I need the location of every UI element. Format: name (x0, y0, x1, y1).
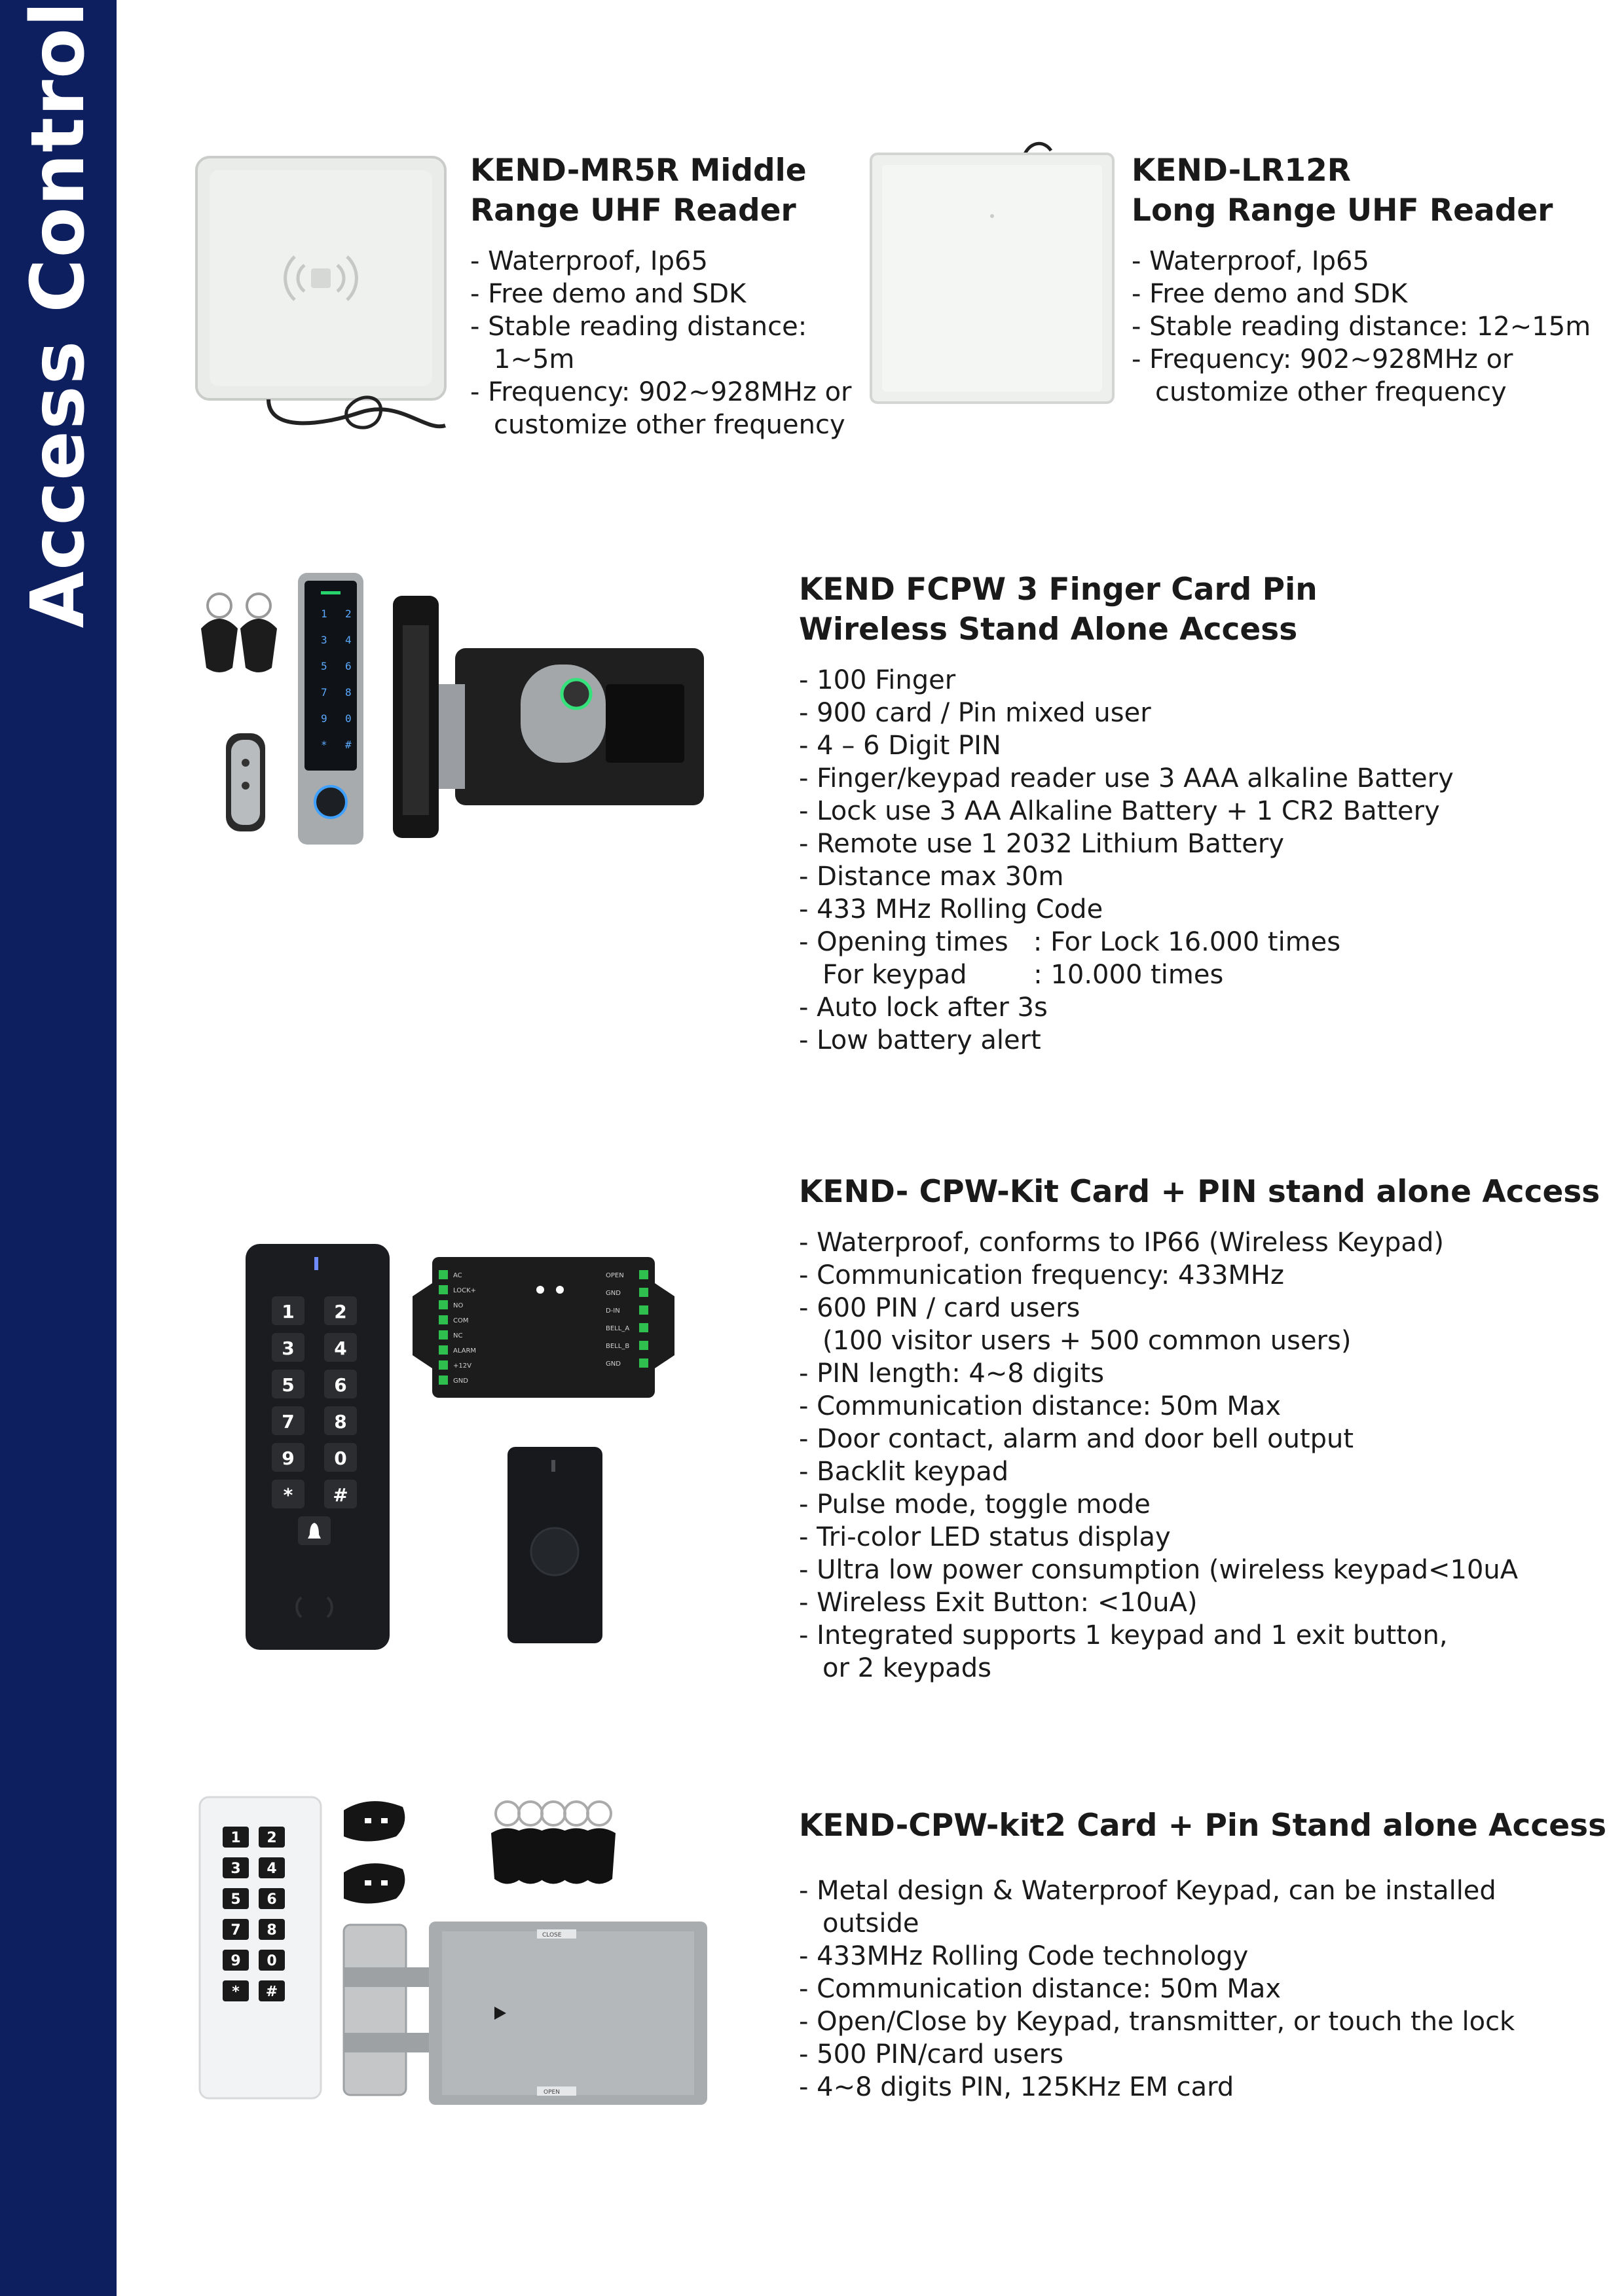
key-label: # (265, 1984, 278, 2000)
spec-item: - Integrated supports 1 keypad and 1 exit button, (799, 1620, 1448, 1650)
key-label: # (345, 738, 352, 751)
terminal-label: BELL_A (606, 1325, 630, 1332)
key-label: 6 (345, 660, 352, 672)
spec-item: - Open/Close by Keypad, transmitter, or touch the lock (799, 2007, 1515, 2037)
middle-range-uhf-reader-image (190, 151, 465, 445)
key-label: 8 (267, 1922, 277, 1939)
spec-item: - Remote use 1 2032 Lithium Battery (799, 829, 1285, 859)
spec-item: - 433 MHz Rolling Code (799, 894, 1103, 924)
spec-list (1132, 245, 1590, 409)
spec-item: - Waterproof, Ip65 (470, 246, 708, 276)
spec-item: - PIN length: 4~8 digits (799, 1358, 1105, 1389)
spec-item: - 600 PIN / card users (799, 1293, 1080, 1323)
product-title (470, 151, 863, 230)
title-line: Range UHF Reader (470, 192, 796, 228)
sidebar-title: Access Control (16, 0, 101, 629)
spec-list (799, 1874, 1611, 2104)
spec-item: customize other frequency (1155, 377, 1507, 407)
key-label: 7 (231, 1922, 241, 1939)
key-label: 1 (231, 1830, 241, 1846)
spec-item: - Free demo and SDK (470, 279, 747, 309)
lock-open-label: OPEN (544, 2089, 560, 2096)
sidebar (0, 0, 117, 2296)
spec-item: - Pulse mode, toggle mode (799, 1489, 1151, 1520)
title-line: KEND-LR12R (1132, 153, 1351, 189)
key-label: 7 (321, 686, 327, 699)
terminal-label: BELL_B (606, 1343, 630, 1350)
spec-item: - Distance max 30m (799, 862, 1064, 892)
terminal-label: GND (606, 1290, 621, 1297)
spec-item: - Auto lock after 3s (799, 993, 1048, 1023)
key-label: 2 (334, 1301, 347, 1322)
spec-item: - Stable reading distance: (470, 312, 807, 342)
terminal-label: OPEN (606, 1272, 624, 1279)
product-title (799, 1172, 1611, 1212)
spec-item: 1~5m (494, 344, 575, 374)
terminal-label: ALARM (453, 1347, 477, 1355)
key-label: 1 (321, 608, 327, 620)
spec-item: - Frequency: 902~928MHz or (470, 377, 852, 407)
key-label: 4 (267, 1861, 277, 1877)
key-label: 9 (321, 712, 327, 725)
spec-item: outside (822, 1908, 919, 1939)
title-line: KEND- CPW-Kit Card + PIN stand alone Access (799, 1174, 1600, 1210)
card-pin-kit2-image (193, 1784, 717, 2111)
spec-item: - 100 Finger (799, 665, 956, 695)
spec-item: - 433MHz Rolling Code technology (799, 1941, 1249, 1971)
finger-card-pin-kit-image (193, 566, 730, 854)
spec-item: - Wireless Exit Button: <10uA) (799, 1588, 1198, 1618)
title-line: Wireless Stand Alone Access (799, 611, 1298, 647)
key-label: 0 (345, 712, 352, 725)
key-label: 3 (282, 1338, 295, 1359)
spec-item: - Tri-color LED status display (799, 1522, 1171, 1552)
terminal-label: D-IN (606, 1307, 620, 1315)
title-line: KEND-MR5R Middle (470, 153, 807, 189)
spec-item: - Frequency: 902~928MHz or (1132, 344, 1513, 374)
spec-item: - 4~8 digits PIN, 125KHz EM card (799, 2072, 1234, 2102)
terminal-label: NO (453, 1302, 464, 1309)
key-label: 3 (231, 1861, 241, 1877)
terminal-label: GND (606, 1360, 621, 1368)
terminal-label: NC (453, 1332, 463, 1339)
product-mr5r (470, 151, 863, 441)
product-cpw-kit2 (799, 1806, 1611, 2104)
spec-item: - Ultra low power consumption (wireless keypad<10uA (799, 1555, 1519, 1585)
spec-item: - Lock use 3 AA Alkaline Battery + 1 CR2 Battery (799, 796, 1440, 826)
title-line: KEND-CPW-kit2 Card + Pin Stand alone Access (799, 1808, 1607, 1844)
key-label: 2 (345, 608, 352, 620)
product-cpw-kit (799, 1172, 1611, 1685)
key-label: 9 (282, 1448, 295, 1469)
product-title (799, 570, 1611, 649)
key-label: 5 (231, 1891, 241, 1908)
key-label: 4 (334, 1338, 347, 1359)
key-label: 1 (282, 1301, 295, 1322)
key-label: 6 (267, 1891, 277, 1908)
terminal-label: GND (453, 1377, 468, 1385)
spec-item: - Stable reading distance: 12~15m (1132, 312, 1591, 342)
spec-item: - Communication distance: 50m Max (799, 1974, 1282, 2004)
spec-item: - Communication distance: 50m Max (799, 1391, 1282, 1421)
terminal-label: LOCK+ (453, 1287, 477, 1294)
spec-item: - Opening times : For Lock 16.000 times (799, 927, 1341, 957)
key-label: 4 (345, 634, 352, 646)
spec-item: - Free demo and SDK (1132, 279, 1408, 309)
key-label: * (232, 1984, 240, 2000)
spec-item: - Backlit keypad (799, 1457, 1009, 1487)
card-pin-kit-image (242, 1241, 674, 1660)
spec-item: - 500 PIN/card users (799, 2039, 1063, 2069)
spec-item: - Finger/keypad reader use 3 AAA alkaline Battery (799, 763, 1454, 793)
spec-item: - Low battery alert (799, 1025, 1041, 1055)
terminal-label: COM (453, 1317, 469, 1324)
spec-item: - 900 card / Pin mixed user (799, 698, 1151, 728)
spec-item: - Waterproof, Ip65 (1132, 246, 1369, 276)
key-label: 8 (334, 1411, 347, 1432)
product-title (1132, 151, 1590, 230)
terminal-label: AC (453, 1272, 462, 1279)
spec-item: or 2 keypads (822, 1653, 991, 1683)
terminal-label: +12V (453, 1362, 471, 1370)
long-range-uhf-reader-image (868, 137, 1116, 412)
product-fcpw (799, 570, 1611, 1057)
key-label: 3 (321, 634, 327, 646)
spec-item: - 4 – 6 Digit PIN (799, 731, 1001, 761)
spec-list (470, 245, 863, 441)
spec-item: - Communication frequency: 433MHz (799, 1260, 1284, 1290)
title-line: Long Range UHF Reader (1132, 192, 1553, 228)
spec-item: For keypad : 10.000 times (822, 960, 1224, 990)
key-label: 7 (282, 1411, 295, 1432)
lock-close-label: CLOSE (542, 1932, 562, 1939)
key-label: 2 (267, 1830, 277, 1846)
spec-item: (100 visitor users + 500 common users) (822, 1326, 1352, 1356)
spec-item: - Waterproof, conforms to IP66 (Wireless Keypad) (799, 1228, 1444, 1258)
key-label: # (333, 1484, 348, 1506)
product-lr12r (1132, 151, 1590, 409)
key-label: 0 (267, 1953, 277, 1969)
key-label: 6 (334, 1374, 347, 1396)
spec-list (799, 1226, 1611, 1685)
spec-item: customize other frequency (494, 410, 845, 440)
spec-item: - Metal design & Waterproof Keypad, can be installed (799, 1876, 1496, 1906)
spec-list (799, 664, 1611, 1057)
key-label: 5 (321, 660, 327, 672)
key-label: 9 (231, 1953, 241, 1969)
key-label: * (321, 738, 327, 751)
key-label: 8 (345, 686, 352, 699)
title-line: KEND FCPW 3 Finger Card Pin (799, 572, 1318, 608)
key-label: 5 (282, 1374, 295, 1396)
spec-item: - Door contact, alarm and door bell output (799, 1424, 1354, 1454)
key-label: * (283, 1484, 293, 1506)
product-title (799, 1806, 1611, 1846)
key-label: 0 (334, 1448, 347, 1469)
